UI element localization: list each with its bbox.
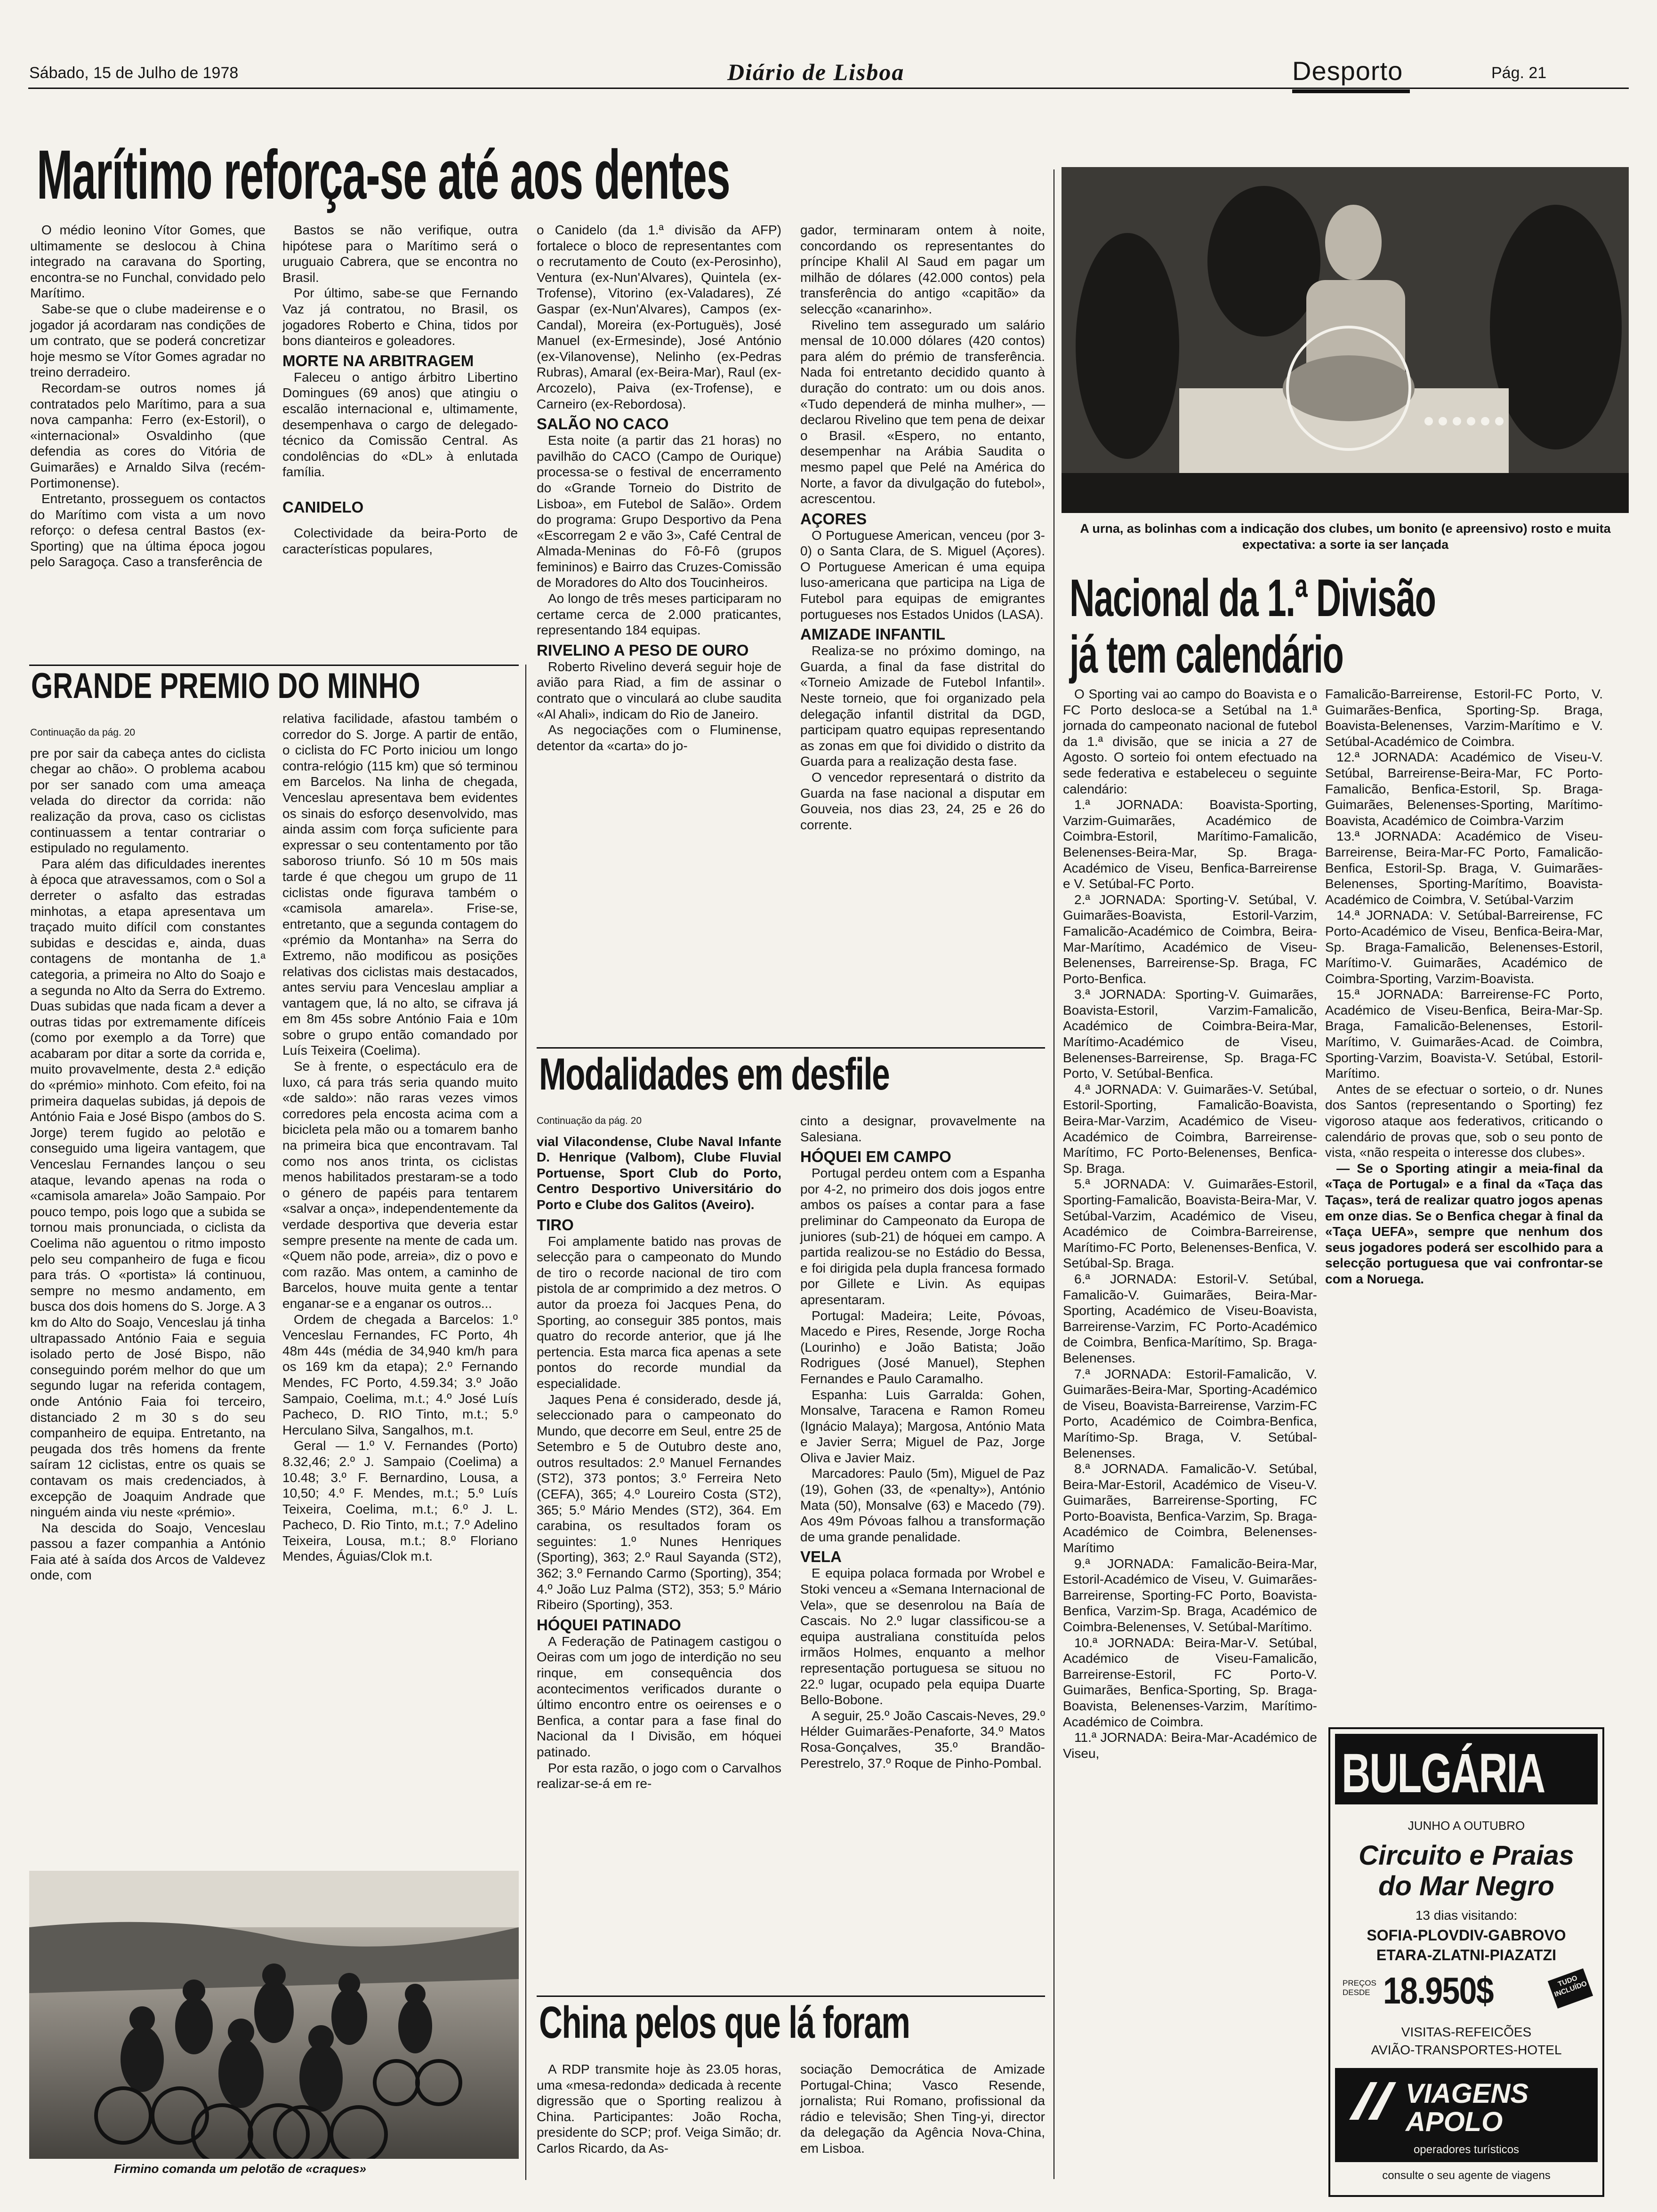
maritimo-headline: Marítimo reforça-se até aos dentes [37,136,730,214]
nacional-column-2 [1325,686,1603,1287]
masthead-rule [28,88,1629,89]
paragraph: relativa facilidade, afastou também o corredor do S. Jorge. A partir de então, o ciclista do FC Porto iniciou um longo contra-relógio (115 km) que só terminou em Barcelos. Na linha de chegada, Venceslau apresentava bem evidentes os sinais do esforço desenvolvido, mas ainda assim com força suficiente para expressar o seu contentamento por tão saboroso triunfo. Só 10 m 50s mais tarde é que chegou um grupo de 11 ciclistas onde figurava também o «camisola amarela». Frise-se, entretanto, que a segunda contagem do «prémio da Montanha» na Serra do Extremo, não modificou as posições relativas dos ciclistas mais destacados, antes serviu para Venceslau ampliar a vantagem que, lá no alto, se cifrava já em 8m 45s sobre António Faia e 10m sobre o grupo então comandado por Luís Teixeira (Coelima). [282,711,518,1058]
masthead-page-number: Pág. 21 [1491,64,1547,82]
maritimo-column-4 [800,222,1045,833]
jornada: 7.ª JORNADA: Estoril-Famalicão, V. Guimarães-Beira-Mar, Sporting-Académico de Viseu, Boavista-Barreirense, Varzim-FC Porto, Académico de Coimbra-Benfica, Marítimo-Sp. Braga, V. Setúbal-Belenenses. [1063,1366,1317,1460]
paragraph: Jaques Pena é considerado, desde já, seleccionado para o campeonato do Mundo, que decorre em Seul, entre 25 de Setembro e 5 de Outubro deste ano, outros resultados: 2.º Manuel Fernandes (ST2), 373 pontos; 3.º Ferreira Neto (CEFA), 365; 4.º Loureiro Costa (ST2), 365; 5.º Mário Mendes (ST2), 364. Em carabina, os resultados foram os seguintes: 1.º Nunes Henriques (Sporting), 363; 2.º Raul Sayanda (ST2), 362; 3.º Fernando Carmo (Sporting), 354; 4.º João Luz Palma (ST2), 353; 5.º Mário Ribeiro (Sporting), 353. [537,1392,781,1612]
jornada: 11.ª JORNADA: Beira-Mar-Académico de Viseu, [1063,1730,1317,1761]
jornada: 15.ª JORNADA: Barreirense-FC Porto, Académico de Viseu-Benfica, Beira-Mar-Sp. Braga, Famalicão-Belenenses, Estoril-Marítimo, V. Guimarães-Acad. de Coimbra, Sporting-Varzim, Boavista-V. Setúbal, Estoril-Marítimo. [1325,987,1603,1081]
minho-column-1 [30,725,265,1583]
ad-includes-line-2: AVIÃO-TRANSPORTES-HOTEL [1371,2043,1562,2057]
masthead [0,0,1657,99]
maritimo-column-3 [537,222,781,753]
modalidades-top-rule [537,1047,1045,1049]
masthead-section: Desporto [1292,56,1403,86]
subheading-vela: VELA [800,1548,842,1566]
paragraph: Se à frente, o espectáculo era de luxo, cá para trás seria quando muito «de saldo»: não raras vezes vimos corredores pela encosta acima com a bicicleta pela mão ou a tomarem banho na primeira bica que encontravam. Tal como nos anos trinta, os ciclistas menos habilitados prestaram-se a todo o género de papéis para tentarem «salvar a onça», independentemente da verdade desportiva que deveria estar sempre presente na mente de cada um. «Quem não pode, arreia», diz o povo e com razão. Mas ontem, a caminho de Barcelos, houve muita gente a tentar enganar-se e a enganar os outros... [282,1059,518,1311]
cycling-photo-caption: Firmino comanda um pelotão de «craques» [114,2162,367,2176]
ad-price-label: PREÇOS DESDE [1343,1979,1376,1997]
paragraph: Por último, sabe-se que Fernando Vaz já contratou, no Brasil, os jogadores Roberto e China, tidos por bons dianteiros e goleadores. [282,286,518,348]
jornada: 14.ª JORNADA: V. Setúbal-Barreirense, FC Porto-Académico de Viseu, Benfica-Beira-Mar, Sp. Braga-Famalicão, Belenenses-Estoril, Marítimo-V. Guimarães, Académico de Coimbra-Sporting, Varzim-Boavista. [1325,908,1603,986]
ad-price-badge: TUDO INCLUÍDO [1548,1968,1593,2009]
ad-title-line-2: do Mar Negro [1378,1871,1554,1901]
subheading-hoquei-patinado: HÓQUEI PATINADO [537,1616,681,1634]
jornada: 3.ª JORNADA: Sporting-V. Guimarães, Boavista-Estoril, Varzim-Famalicão, Académico de Coimbra-Beira-Mar, Marítimo-Académico de Viseu, Belenenses-Barreirense, Sp. Braga-FC Porto, V. Setúbal-Benfica. [1063,987,1317,1081]
subheading-salao: SALÃO NO CACO [537,415,669,433]
paragraph: As negociações com o Fluminense, detentor da «carta» do jo- [537,722,781,753]
masthead-date: Sábado, 15 de Julho de 1978 [29,64,239,82]
paragraph: pre por sair da cabeça antes do ciclista chegar ao chão». O problema acabou por ser sanado com uma ameaça velada do director da corrida: não realização da prova, caso os ciclistas continuassem a tentar contrariar o estipulado no regulamento. [30,745,265,856]
draw-photo [1062,167,1629,513]
paragraph: Na descida do Soajo, Venceslau passou a fazer companhia a António Faia até à saída dos Arcos de Valdevez onde, com [30,1520,265,1583]
minho-column-2 [282,711,518,1564]
paragraph: — Se o Sporting atingir a meia-final da «Taça de Portugal» e a final da «Taça das Taças», terá de realizar quatro jogos apenas em onze dias. Se o Benfica chegar à final da «Taça UEFA», sempre que nenhum dos seus jogadores poderá ser escolhido para a selecção portuguesa que vai confrontar-se com a Noruega. [1325,1161,1603,1286]
modalidades-headline: Modalidades em desfile [539,1049,890,1099]
continuation-note: Continuação da pág. 20 [30,727,136,738]
ad-agency-logo-icon [1344,2077,1401,2129]
paragraph: Espanha: Luis Garralda: Gohen, Monsalve, Taracena e Ramon Romeu (Ignácio Malaya); Margosa, António Mata e Javier Serra; Miguel de Paz, Jorge Oliva e Javier Maiz. [800,1387,1045,1465]
draw-illustration [1062,167,1629,513]
ad-cities-line-1: SOFIA-PLOVDIV-GABROVO [1367,1927,1566,1944]
paragraph: Bastos se não verifique, outra hipótese para o Marítimo será o uruguaio Cabrera, que se encontra no Brasil. [282,223,518,285]
jornada: 8.ª JORNADA. Famalicão-V. Setúbal, Beira-Mar-Estoril, Académico de Viseu-V. Guimarães, Barreirense-Sporting, FC Porto-Boavista, Benfica-Varzim, Sp. Braga-Académico de Coimbra, Belenenses-Marítimo [1063,1461,1317,1555]
continuation-note: Continuação da pág. 20 [537,1115,642,1126]
nacional-column-1 [1063,686,1317,1761]
nacional-headline-line-1: Nacional da 1.ª Divisão [1070,569,1436,627]
paragraph: Marcadores: Paulo (5m), Miguel de Paz (19), Gohen (33, de «penalty»), António Mata (50), Monsalve (63) e Macedo (79). Aos 49m Póvoas falhou a transformação de uma grande penalidade. [800,1466,1045,1544]
modalidades-column-1 [537,1113,781,1792]
china-top-rule [537,1996,1045,1997]
china-column-1 [537,2061,781,2156]
paragraph: Sabe-se que o clube madeirense e o jogador já acordaram nas condições de um contrato, que se poderá concretizar hoje mesmo se Vítor Gomes agradar no treino derradeiro. [30,301,265,380]
jornada: 9.ª JORNADA: Famalicão-Beira-Mar, Estoril-Académico de Viseu, V. Guimarães-Barreirense, Sporting-FC Porto, Boavista-Benfica, Varzim-Sp. Braga, Académico de Coimbra-Belenenses, V. Setúbal-Marítimo. [1063,1556,1317,1635]
jornada: 2.ª JORNADA: Sporting-V. Setúbal, V. Guimarães-Boavista, Estoril-Varzim, Famalicão-Académico de Coimbra, Beira-Mar-Marítimo, Académico de Viseu-Belenenses, Barreirense-Sp. Braga, FC Porto-Benfica. [1063,892,1317,986]
paragraph: Roberto Rivelino deverá seguir hoje de avião para Riad, a fim de assinar o contrato que o vinculará ao clube saudita «Al Ahali», indicam do Rio de Janeiro. [537,659,781,721]
paragraph: O Sporting vai ao campo do Boavista e o FC Porto desloca-se a Setúbal na 1.ª jornada do campeonato nacional de futebol da 1.ª divisão, que se inicia a 27 de Agosto. O sorteio foi ontem efectuado na sede federativa e estabeleceu o seguinte calendário: [1063,687,1317,796]
cycling-photo [29,1871,519,2181]
paragraph: Foi amplamente batido nas provas de selecção para o campeonato do Mundo de tiro o recorde nacional de tiro com pistola de ar comprimido a dez metros. O autor da proeza foi Jacques Pena, do Sporting, ao conseguir 385 pontos, mais quatro do recorde anterior, que já lhe pertencia. Esta marca fica apenas a sete pontos do recorde mundial da especialidade. [537,1234,781,1391]
paragraph: Portugal: Madeira; Leite, Póvoas, Macedo e Pires, Resende, Jorge Rocha (Lourinho) e João Batista; João Rodrigues (José Manuel), Stephen Fernandes e Paulo Caramalho. [800,1308,1045,1386]
paragraph: Esta noite (a partir das 21 horas) no pavilhão do CACO (Campo de Ourique) processa-se o festival de encerramento do «Grande Torneio do Distrito de Lisboa», em Futebol de Salão». Ordem do programa: Grupo Desportivo da Pena «Escorregam 2 e vão 3», Café Central de Almada-Meninas do Fô-Fô (grupos femininos) e Bairro das Cruzes-Comissão de Moradores do Alto dos Toucinheiros. [537,433,781,590]
subheading-amizade: AMIZADE INFANTIL [800,625,945,643]
paragraph: Realiza-se no próximo domingo, na Guarda, a final da fase distrital do «Torneio Amizade de Futebol Infantil». Neste torneio, que foi organizado pela delegação infantil distrital da DGD, participam quatro equipas representando as zonas em que foi dividido o distrito da Guarda para a realização desta fase. [800,643,1045,769]
ad-brand: BULGÁRIA [1342,1742,1545,1804]
ad-footer: consulte o seu agente de viagens [1382,2169,1551,2182]
paragraph: Por esta razão, o jogo com o Carvalhos realizar-se-á em re- [537,1760,781,1791]
paragraph: Ao longo de três meses participaram no certame cerca de 2.000 praticantes, representando 184 equipas. [537,591,781,638]
subheading-hoquei-campo: HÓQUEI EM CAMPO [800,1148,951,1166]
paragraph: vial Vilacondense, Clube Naval Infante D. Henrique (Valbom), Clube Fluvial Portuense, Sport Club do Porto, Centro Desportivo Universitário do Porto e Clube dos Galitos (Aveiro). [537,1134,781,1212]
modalidades-column-2 [800,1113,1045,1771]
paragraph: Para além das dificuldades inerentes à época que atravessamos, com o Sol a derreter o asfalto das estradas minhotas, a etapa apresentava um traçado muito difícil com constantes subidas e descidas e, ainda, duas contagens de montanha de 1.ª categoria, a primeira no Alto do Soajo e a segunda no Alto da Serra do Extremo. Duas subidas que nada ficam a dever a outras tidas por extremamente difíceis (como por exemplo a da Torre) que acabaram por ditar a sorte da corrida e, muito provavelmente, desta 2.ª edição do «prémio» minhoto. Com efeito, foi na primeira daquelas subidas, já depois de António Faia e José Bispo (ambos do S. Jorge) terem fugido ao pelotão e conseguido uma ligeira vantagem, que Venceslau Fernandes lançou o seu ataque, levando apenas na roda o «camisola amarela» João Sampaio. Por pouco tempo, pois logo que a subida se tornou mais pronunciada, o ciclista da Coelima não aguentou o ritmo imposto pelo seu companheiro de fuga e ficou para trás. O «portista» lá continuou, sempre no mesmo andamento, em busca dos dois homens do S. Jorge. A 3 km do Alto do Soajo, Venceslau já tinha ultrapassado António Faia e seguia isolado perto de José Bispo, não conseguindo porém melhor do que um segundo lugar na referida contagem, onde António Faia foi terceiro, distanciado 2 m 30 s do seu companheiro de equipa. Entretanto, na peugada dos três homens da frente saíram 12 ciclistas, entre os quais se contavam os mais credenciados, à excepção de Joaquim Andrade que ninguém ainda viu neste «prémio». [30,856,265,1520]
nacional-headline-line-2: já tem calendário [1070,625,1343,684]
ad-title-line-1: Circuito e Praias [1359,1840,1574,1871]
subheading-morte: MORTE NA ARBITRAGEM [282,352,474,369]
paragraph: Rivelino tem assegurado um salário mensal de 10.000 dólares (420 contos) para além do prémio de transferência. Nada foi entretanto decidido quanto à duração do contrato: um ou dois anos. «Tudo dependerá de minha mulher», — declarou Rivelino que tem pena de deixar o Brasil. «Espero, no entanto, desempenhar na Arábia Saudita o mesmo papel que Pelé na América do Norte, a favor da divulgação do futebol», acrescentou. [800,317,1045,506]
ad-days: 13 dias visitando: [1415,1908,1518,1923]
jornada: 4.ª JORNADA: V. Guimarães-V. Setúbal, Estoril-Sporting, Famalicão-Boavista, Beira-Mar-Varzim, Académico de Viseu-Académico de Coimbra, Barreirense-Marítimo, FC Porto-Belenenses, Benfica-Sp. Braga. [1063,1082,1317,1176]
paragraph: Antes de se efectuar o sorteio, o dr. Nunes dos Santos (representando o Sporting) fez vigoroso ataque aos federativos, criticando o calendário de provas que, sob o seu ponto de vista, «não respeita o interesse dos clubes». [1325,1082,1603,1160]
subheading-canidelo: CANIDELO [282,498,364,516]
paragraph: Geral — 1.º V. Fernandes (Porto) 8.32,46; 2.º J. Sampaio (Coelima) a 10.48; 3.º F. Bernardino, Lousa, a 10,50; 4.º F. Mendes, m.t.; 5.º Luís Teixeira, Coelima, m.t.; 6.º J. L. Pacheco, D. Rio Tinto, m.t.; 7.º Adelino Teixeira, Lousa, m.t.; 8.º Floriano Mendes, Águias/Clok m.t. [282,1438,518,1564]
paragraph: Ordem de chegada a Barcelos: 1.º Venceslau Fernandes, FC Porto, 4h 48m 44s (média de 34,940 km/h para os 169 km da etapa); 2.º Fernando Mendes, FC Porto, 4.59.34; 3.º João Sampaio, Coelima, m.t.; 4.º José Luís Pacheco, D. RIO Tinto, m.t.; 5.º Herculano Silva, Sangalhos, m.t. [282,1312,518,1437]
china-column-2 [800,2061,1045,2156]
paragraph: A RDP transmite hoje às 23.05 horas, uma «mesa-redonda» dedicada à recente digressão que o Sporting realizou à China. Participantes: João Rocha, presidente do SCP; prof. Veiga Simão; dr. Carlos Ricardo, da As- [537,2062,781,2156]
ad-agency: VIAGENS APOLO [1406,2078,1529,2137]
cyclists-illustration [29,1871,519,2181]
jornada: 1.ª JORNADA: Boavista-Sporting, Varzim-Guimarães, Académico de Coimbra-Estoril, Marítimo-Famalicão, Belenenses-Beira-Mar, Sp. Braga-Académico de Viseu, Benfica-Barreirense e V. Setúbal-FC Porto. [1063,797,1317,891]
paragraph: A Federação de Patinagem castigou o Oeiras com um jogo de interdição no seu rinque, em consequência dos acontecimentos verificados durante o último encontro entre os oeirenses e o Benfica, a contar para a fase final do Nacional da I Divisão, em hóquei patinado. [537,1634,781,1759]
paragraph: O Portuguese American, venceu (por 3-0) o Santa Clara, de S. Miguel (Açores). O Portuguese American é uma equipa luso-americana que participa na Liga de Futebol para equipas de emigrantes portugueses nos Estados Unidos (LASA). [800,528,1045,622]
minho-headline: GRANDE PREMIO DO MINHO [31,666,420,706]
ad-cities-line-2: ETARA-ZLATNI-PIAZATZI [1376,1947,1557,1964]
paragraph: E equipa polaca formada por Wrobel e Stoki venceu a «Semana Internacional de Vela», que se desenrolou na Baía de Cascais. No 2.º lugar classificou-se a equipa australiana constituída pelos irmãos Holmes, enquanto a melhor representação portuguesa se situou no 22.º lugar, ocupado pela equipa Duarte Bello-Bobone. [800,1566,1045,1707]
travel-ad [1328,1727,1604,2197]
jornada: 10.ª JORNADA: Beira-Mar-V. Setúbal, Académico de Viseu-Famalicão, Barreirense-Estoril, FC Porto-V. Guimarães, Benfica-Sporting, Sp. Braga-Boavista, Belenenses-Varzim, Marítimo-Académico de Coimbra. [1063,1635,1317,1729]
column-separator [525,665,526,2180]
maritimo-column-1 [30,222,265,570]
subheading-acores: AÇORES [800,510,867,528]
jornada: 13.ª JORNADA: Académico de Viseu-Barreirense, Beira-Mar-FC Porto, Famalicão-Benfica, Estoril-Sp. Braga, V. Guimarães-Belenenses, Sporting-Marítimo, Boavista-Académico de Coimbra, V. Setúbal-Varzim [1325,829,1603,907]
jornada: 6.ª JORNADA: Estoril-V. Setúbal, Famalicão-V. Guimarães, Beira-Mar-Sporting, Académico de Viseu-Boavista, Barreirense-Varzim, FC Porto-Académico de Coimbra, Benfica-Marítimo, Sp. Braga-Belenenses. [1063,1271,1317,1365]
paragraph: gador, terminaram ontem à noite, concordando os representantes do príncipe Khalil Al Saud em pagar um milhão de dólares (42.000 contos) pela transferência do antigo «capitão» da selecção «canarinho». [800,223,1045,316]
subheading-rivelino: RIVELINO A PESO DE OURO [537,641,749,659]
paragraph: Faleceu o antigo árbitro Libertino Domingues (69 anos) que atingiu o escalão internacional e, ultimamente, desempenhava o cargo de delegado-técnico da Comissão Central. As condolências do «DL» à enlutada família. [282,369,518,480]
paragraph: O médio leonino Vítor Gomes, que ultimamente se deslocou à China integrado na caravana do Sporting, encontra-se no Funchal, convidado pelo Marítimo. [30,223,265,301]
masthead-paper-name: Diário de Lisboa [727,59,905,85]
jornada: 12.ª JORNADA: Académico de Viseu-V. Setúbal, Barreirense-Beira-Mar, FC Porto-Famalicão, Benfica-Estoril, Sp. Braga-Guimarães, Belenenses-Sporting, Marítimo-Boavista, Académico de Coimbra-Varzim [1325,750,1603,828]
ad-period: JUNHO A OUTUBRO [1408,1819,1525,1833]
paragraph: Recordam-se outros nomes já contratados pelo Marítimo, para a sua nova campanha: Ferro (ex-Estoril), o «internacional» Osvaldinho (que defendia as cores do Vitória de Guimarães) e Arnaldo Silva (recém-Portimonense). [30,380,265,490]
subheading-tiro: TIRO [537,1216,574,1234]
paragraph: O vencedor representará o distrito da Guarda na fase nacional a disputar em Gouveia, nos dias 23, 24, 25 e 26 do corrente. [800,770,1045,832]
paragraph: Colectividade da beira-Porto de características populares, [282,525,518,556]
jornada: Famalicão-Barreirense, Estoril-FC Porto, V. Guimarães-Benfica, Sporting-Sp. Braga, Boavista-Belenenses, Varzim-Marítimo e V. Setúbal-Académico de Coimbra. [1325,687,1603,749]
maritimo-column-2 [282,222,518,557]
china-headline: China pelos que lá foram [539,1997,910,2048]
paragraph: cinto a designar, provavelmente na Salesiana. [800,1114,1045,1144]
paragraph: Entretanto, prosseguem os contactos do Marítimo com vista a um novo reforço: o defesa central Bastos (ex-Sporting) que na última época jogou pelo Saragoça. Caso a transferência de [30,491,265,569]
paragraph: sociação Democrática de Amizade Portugal-China; Vasco Resende, jornalista; Rui Romano, profissional da rádio e televisão; Shen Ting-yi, director da delegação da Agência Nova-China, em Lisboa. [800,2062,1045,2156]
paragraph: A seguir, 25.º João Cascais-Neves, 29.º Hélder Guimarães-Penaforte, 34.º Matos Rosa-Gonçalves, 35.º Brandão-Perestrelo, 37.º Roque de Pinho-Pombal. [800,1708,1045,1771]
ad-price: 18.950$ [1383,1970,1493,2012]
section-underline [1292,89,1410,93]
paragraph: Portugal perdeu ontem com a Espanha por 4-2, no primeiro dos dois jogos entre ambos os países a contar para a fase preliminar do Campeonato da Europa de juniores (sub-21) de hóquei em campo. A partida realizou-se no Estádio do Bessa, e foi dirigida pela dupla francesa formado por Gillete e Livin. As equipas apresentaram. [800,1166,1045,1307]
paragraph: o Canidelo (da 1.ª divisão da AFP) fortalece o bloco de representantes com o recrutamento de Couto (ex-Perosinho), Ventura (ex-Nun'Alvares), Quintela (ex-Trofense), Vitorino (ex-Valadares), Zé Gaspar (ex-Nun'Alvares), Campos (ex-Candal), Moreira (ex-Portuguës), José Manuel (ex-Ermesinde), José António (ex-Vilanovense), Nelinho (ex-Pedras Rubras), Amaral (ex-Beira-Mar), Raul (ex-Arcozelo), Paiva (ex-Trofense), e Carneiro (ex-Rebordosa). [537,223,781,411]
draw-photo-caption: A urna, as bolinhas com a indicação dos clubes, um bonito (e apreensivo) rosto e muita expectativa: a sorte ia ser lançada [1080,521,1611,552]
jornada: 5.ª JORNADA: V. Guimarães-Estoril, Sporting-Famalicão, Boavista-Beira-Mar, V. Setúbal-Varzim, Académico de Viseu, Académico de Coimbra-Barreirense, Marítimo-FC Porto, Belenenses-Benfica, V. Setúbal-Sp. Braga. [1063,1177,1317,1271]
ad-includes-line-1: VISITAS-REFEICÕES [1401,2025,1532,2039]
ad-agency-tagline: operadores turísticos [1413,2143,1520,2156]
